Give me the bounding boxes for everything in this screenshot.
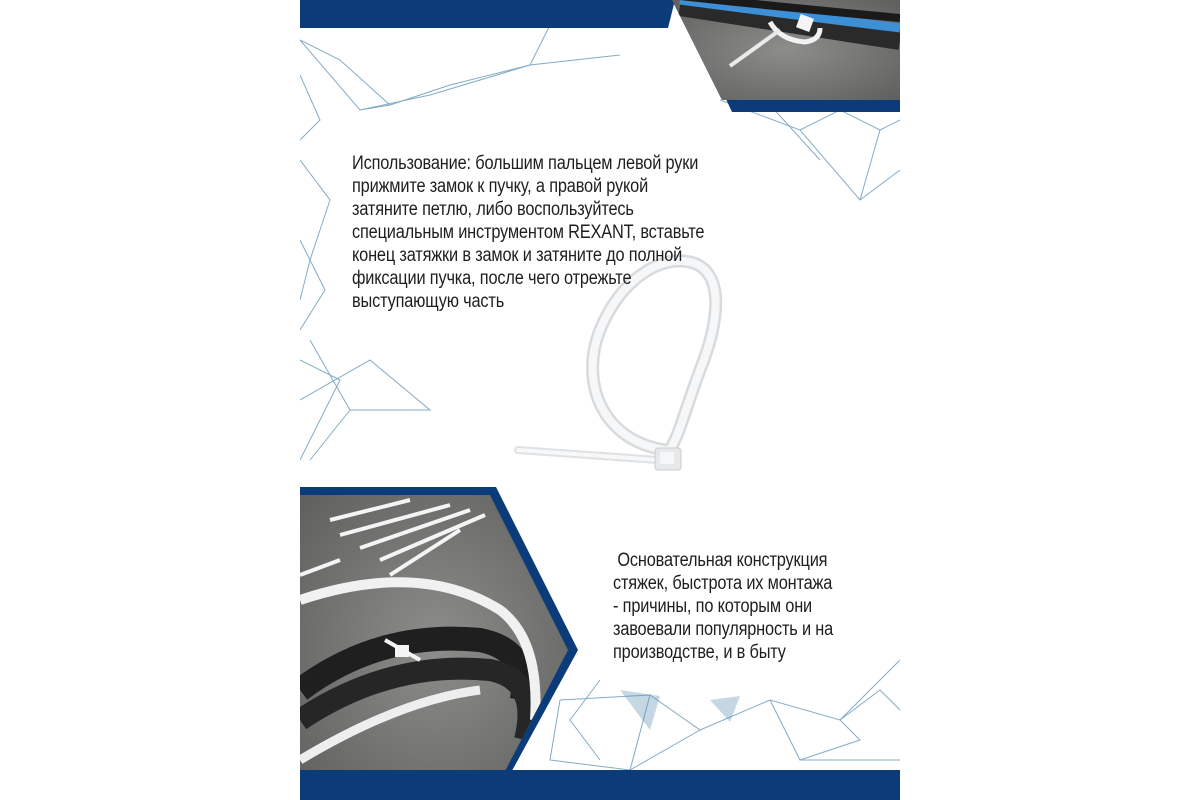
- usage-line: специальным инструментом REXANT, вставьте: [352, 222, 705, 243]
- construction-line: производстве, и в быту: [613, 642, 786, 663]
- usage-line: фиксации пучка, после чего отрежьте: [352, 268, 632, 289]
- usage-line: прижмите замок к пучку, а правой рукой: [352, 176, 649, 197]
- usage-line: конец затяжки в замок и затяните до полной: [352, 245, 683, 266]
- construction-line: - причины, по которым они: [613, 596, 813, 617]
- bottom-navy-band: [300, 770, 900, 800]
- construction-line: завоевали популярность и на: [613, 619, 834, 640]
- construction-description: [613, 549, 833, 664]
- top-navy-band: [300, 0, 675, 28]
- usage-line: Использование: большим пальцем левой руки: [352, 153, 699, 174]
- top-photo: [672, 0, 900, 100]
- construction-line: Основательная конструкция: [613, 550, 828, 571]
- construction-line: стяжек, быстрота их монтажа: [613, 573, 833, 594]
- usage-instructions: [352, 152, 704, 313]
- product-card: [300, 0, 900, 800]
- bottom-photo: [300, 495, 570, 800]
- decorative-background: [300, 0, 900, 800]
- usage-line: выступающую часть: [352, 291, 505, 312]
- usage-line: затяните петлю, либо воспользуйтесь: [352, 199, 634, 220]
